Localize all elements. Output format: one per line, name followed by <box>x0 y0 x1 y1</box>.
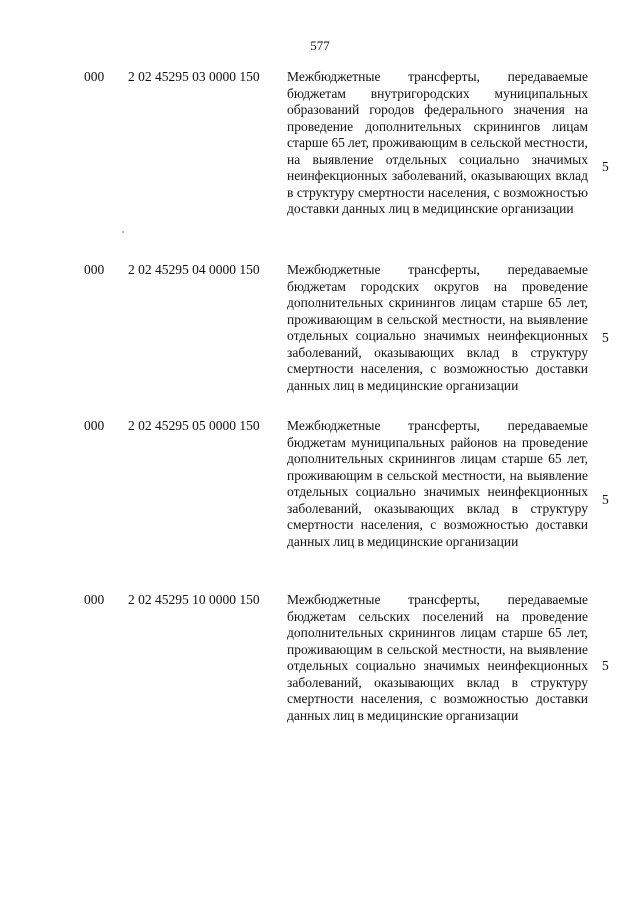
row-description: Межбюджетные трансферты, передаваемые бюджетам муниципальных районов на проведение дополнительных скринингов лицам старше 65 лет, проживающим в сельской местности, на выявление отдельных социально значимых неинфекционных заболеваний, оказывающих вклад в структуру смертности населения, с возможностью доставки данных лиц в медицинские организации <box>287 418 588 549</box>
row-amount: 5 <box>602 658 609 673</box>
row-amount: 5 <box>602 159 609 174</box>
admin-code: 000 <box>84 418 105 433</box>
row-description: Межбюджетные трансферты, передаваемые бюджетам городских округов на проведение дополнительных скринингов лицам старше 65 лет, проживающим в сельской местности, на выявление отдельных социально значимых неинфекционных заболеваний, оказывающих вклад в структуру смертности населения, с возможностью доставки данных лиц в медицинские организации <box>287 262 588 393</box>
admin-code: 000 <box>84 262 105 277</box>
budget-code: 2 02 45295 05 0000 150 <box>128 418 260 433</box>
row-description: Межбюджетные трансферты, передаваемые бюджетам внутригородских муниципальных образований городов федерального значения на проведение дополнительных скринингов лицам старше 65 лет, проживающим в сельской местности, на выявление отдельных социально значимых неинфекционных заболеваний, оказывающих вклад в структуру смертности населения, с возможностью доставки данных лиц в медицинские организации <box>287 69 588 216</box>
budget-code: 2 02 45295 10 0000 150 <box>128 592 260 607</box>
admin-code: 000 <box>84 592 105 607</box>
budget-code: 2 02 45295 04 0000 150 <box>128 262 260 277</box>
admin-code: 000 <box>84 69 105 84</box>
row-amount: 5 <box>602 492 609 507</box>
scan-speck <box>122 231 124 233</box>
budget-code: 2 02 45295 03 0000 150 <box>128 69 260 84</box>
row-amount: 5 <box>602 330 609 345</box>
page-number: 577 <box>310 38 330 53</box>
row-description: Межбюджетные трансферты, передаваемые бюджетам сельских поселений на проведение дополнительных скринингов лицам старше 65 лет, проживающим в сельской местности, на выявление отдельных социально значимых неинфекционных заболеваний, оказывающих вклад в структуру смертности населения, с возможностью доставки данных лиц в медицинские организации <box>287 592 588 723</box>
